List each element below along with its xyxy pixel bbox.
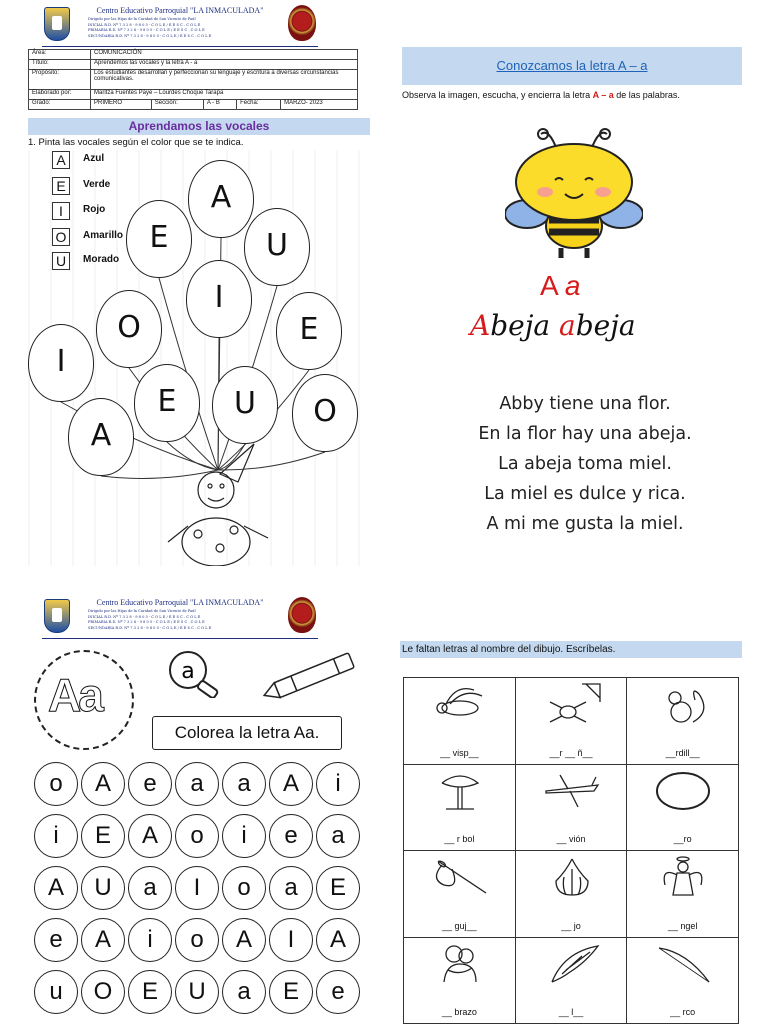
ring-icon [653,769,713,813]
letter-circle[interactable]: a [222,970,266,1014]
garlic-icon [542,855,602,899]
letter-circle[interactable]: E [128,970,172,1014]
letter-circle[interactable]: e [316,970,360,1014]
letter-circle[interactable]: i [316,762,360,806]
airplane-icon [542,769,602,813]
letter-circle[interactable]: e [34,918,78,962]
seccion-label: Sección: [151,100,203,110]
conozcamos-title: Conozcamos la letra A – a [402,47,742,85]
letter-circle[interactable]: O [81,970,125,1014]
letter-circle[interactable]: i [128,918,172,962]
magnifier-letter: a [181,659,195,684]
wasp-icon [430,682,490,726]
word-cell-avion: __ vión [515,764,627,851]
word-cell-arbol: __ r bol [404,764,516,851]
vowel-balloon[interactable]: U [244,208,310,286]
needle-icon [430,855,490,899]
proposito-label: Propósito: [29,70,91,90]
word-cell-angel: __ ngel [627,851,739,938]
school-crest-icon [44,599,70,633]
story-line: La abeja toma miel. [498,454,672,474]
word-cell-avispa: __ visp__ [404,678,516,765]
letter-circle[interactable]: E [81,814,125,858]
fecha-value: MARZO- 2023 [281,100,358,110]
crayon-icon [258,650,366,700]
story-line: La miel es dulce y rica. [484,484,686,504]
letter-circle[interactable]: I [269,918,313,962]
vowel-balloon[interactable]: U [212,366,278,444]
letter-circle[interactable]: E [316,866,360,910]
faltan-instruction: Le faltan letras al nombre del dibujo. Escríbelas. [400,641,742,658]
bee-illustration [505,122,643,262]
info-table [28,49,358,110]
story-line: En la flor hay una abeja. [478,424,692,444]
letter-circle[interactable]: E [269,970,313,1014]
elaborado-label: Elaborado por: [29,90,91,100]
tree-icon [430,769,490,813]
letter-circle[interactable]: i [222,814,266,858]
letter-circle[interactable]: A [81,918,125,962]
vowel-balloon[interactable]: A [188,160,254,238]
letter-circle[interactable]: i [34,814,78,858]
letter-circle[interactable]: o [175,814,219,858]
vowel-balloon[interactable]: I [186,260,252,338]
legend-letter-box[interactable]: O [52,228,70,246]
vowel-balloon[interactable]: O [292,374,358,452]
letter-circle[interactable]: a [222,762,266,806]
missing-letters-grid [403,677,739,1024]
letter-circle[interactable]: o [222,866,266,910]
school-header-top [40,5,320,47]
abeja-word-line: Abeja abeja [470,309,636,342]
school-crest-icon [44,7,70,41]
grado-label: Grado: [29,100,91,110]
grado-value: PRIMERO [91,100,152,110]
magnifier-icon [166,648,222,698]
school-info-lines: Dirigido por las Hijas de la Caridad de San Vicente de Paúl INICIAL R.D. Nº 7 3 2 8 - 9 8 0 5 - C O L E / E E S C . C O L E PRIMARIA R.D. Nº 7 3 2 8 - 9 8 0 5 - C O L E / E E S C . C O L E SECUNDARIA R.D. Nº 7 3 2 8 - 9 8 0 5 - C O L E / E E S C . C O L E [88,609,212,630]
school-name: Centro Educativo Parroquial "LA INMACULADA" [96,598,264,607]
big-letter-a: A a [540,270,581,301]
vowel-balloon[interactable]: O [96,290,162,368]
story-line: A mi me gusta la miel. [486,514,684,534]
letter-circle[interactable]: o [175,918,219,962]
letter-circle[interactable]: e [269,814,313,858]
vowel-balloon[interactable]: E [126,200,192,278]
word-cell-arco: __ rco [627,937,739,1024]
letter-circle[interactable]: U [175,970,219,1014]
vowel-balloon[interactable]: A [68,398,134,476]
legend-color-name: Verde [83,179,111,190]
letter-circle[interactable]: a [128,866,172,910]
letter-circle[interactable]: A [222,918,266,962]
letter-circle[interactable]: A [128,814,172,858]
vowel-balloon[interactable]: I [28,324,94,402]
legend-color-name: Amarillo [83,230,124,241]
vocales-title: Aprendamos las vocales [28,118,370,135]
word-cell-ardilla: __rdill__ [627,678,739,765]
squirrel-icon [653,682,713,726]
proposito-value: Los estudiantes desarrollan y perfeccionan su lenguaje y escritura a diversas circunstancias comunicativas. [91,70,358,90]
hug-icon [430,942,490,986]
school-name: Centro Educativo Parroquial "LA INMACULADA" [96,6,264,15]
parish-shield-icon [288,597,316,633]
letter-circle[interactable]: A [316,918,360,962]
letter-circle[interactable]: u [34,970,78,1014]
parish-shield-icon [288,5,316,41]
legend-color-name: Rojo [83,204,106,215]
letter-circle[interactable]: a [269,866,313,910]
letter-circle[interactable]: A [269,762,313,806]
vowel-balloon[interactable]: E [134,364,200,442]
letter-circle[interactable]: U [81,866,125,910]
word-cell-aro: __ro [627,764,739,851]
word-cell-aguja: __ guj__ [404,851,516,938]
spider-icon [542,682,602,726]
letter-circle[interactable]: I [175,866,219,910]
aa-badge: Aa [34,650,134,750]
school-info-lines: Dirigido por las Hijas de la Caridad de San Vicente de Paúl INICIAL R.D. Nº 7 3 2 8 - 9 8 0 5 - C O L E / E E S C . C O L E PRIMARIA R.D. Nº 7 3 2 8 - 9 8 0 5 - C O L E / E E S C . C O L E SECUNDARIA R.D. Nº 7 3 2 8 - 9 8 0 5 - C O L E / E E S C . C O L E [88,17,212,38]
word-cell-arana: __r __ ñ__ [515,678,627,765]
letter-circle[interactable]: A [34,866,78,910]
legend-letter-box[interactable]: A [52,151,70,169]
balloon-layer [28,150,370,566]
legend-color-name: Morado [83,254,120,265]
legend-letter-box[interactable]: E [52,177,70,195]
fecha-label: Fecha: [237,100,281,110]
legend-color-name: Azul [83,153,105,164]
angel-icon [653,855,713,899]
story-line: Abby tiene una flor. [499,394,671,414]
letter-circle[interactable]: e [128,762,172,806]
school-header-bottom [40,597,320,639]
area-label: Área: [29,50,91,60]
letter-circle[interactable]: a [175,762,219,806]
vowel-balloon[interactable]: E [276,292,342,370]
bow-icon [653,942,713,986]
seccion-value: A - B [203,100,236,110]
vocales-instruction: 1. Pinta las vocales según el color que se te indica. [28,137,244,148]
elaborado-value: Maritza Fuentes Paye – Lourdes Choque Tarapa [91,90,358,100]
titulo-value: Aprendemos las vocales y la letra A - a [91,60,358,70]
word-cell-ajo: __ jo [515,851,627,938]
wing-icon [542,942,602,986]
legend-letter-box[interactable]: I [52,202,70,220]
area-value: COMUNICACIÓN [91,50,358,60]
colorea-banner: Colorea la letra Aa. [152,716,342,750]
conozcamos-instruction: Observa la imagen, escucha, y encierra la letra A – a de las palabras. [402,90,680,100]
word-cell-abrazo: __ brazo [404,937,516,1024]
letter-circle[interactable]: o [34,762,78,806]
letter-circle[interactable]: A [81,762,125,806]
legend-letter-box[interactable]: U [52,252,70,270]
letter-circle[interactable]: a [316,814,360,858]
word-cell-ala: __ l__ [515,937,627,1024]
titulo-label: Título: [29,60,91,70]
